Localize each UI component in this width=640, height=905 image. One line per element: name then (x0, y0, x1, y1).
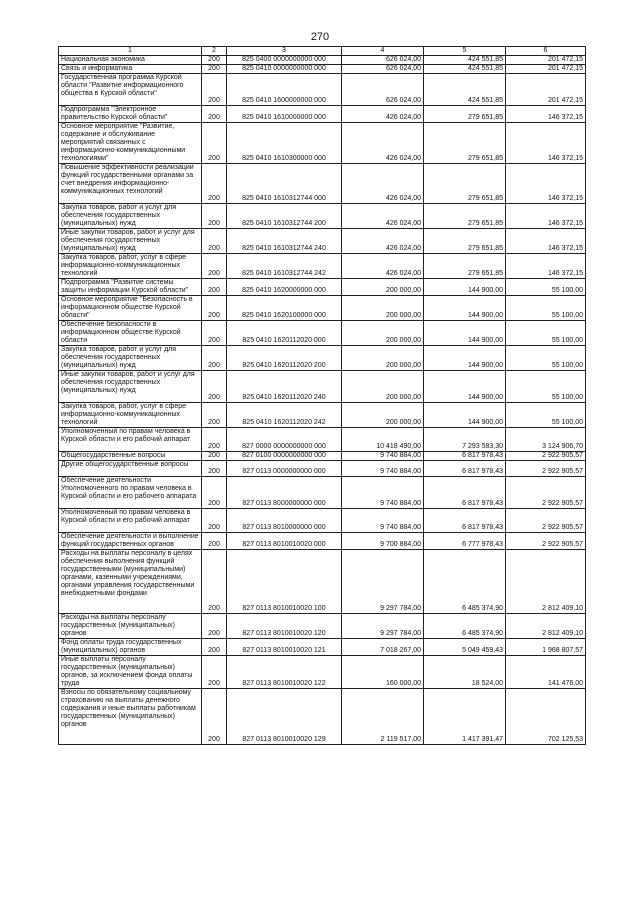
row-unexecuted-amount-cell: 146 372,15 (506, 254, 586, 279)
budget-table (58, 46, 586, 745)
row-executed-amount-cell: 5 049 459,43 (424, 639, 506, 656)
row-unexecuted-amount-cell: 146 372,15 (506, 164, 586, 204)
row-unexecuted-amount-cell: 702 125,53 (506, 689, 586, 745)
row-name-cell: Иные закупки товаров, работ и услуг для обеспечения государственных (муниципальных) нужд (59, 371, 202, 403)
row-name-cell: Уполномоченный по правам человека в Курской области и его рабочий аппарат (59, 509, 202, 533)
row-executed-amount-cell: 144 900,00 (424, 279, 506, 296)
row-executed-amount-cell: 144 900,00 (424, 346, 506, 371)
row-code-cell: 200 (202, 106, 227, 123)
table-row (59, 106, 586, 123)
row-unexecuted-amount-cell: 55 100,00 (506, 371, 586, 403)
table-row (59, 371, 586, 403)
row-classification-code-cell: 825 0410 1620112020 240 (227, 371, 342, 403)
row-executed-amount-cell: 144 900,00 (424, 371, 506, 403)
row-code-cell: 200 (202, 452, 227, 461)
row-approved-amount-cell: 10 418 490,00 (342, 428, 424, 452)
row-classification-code-cell: 827 0113 8010010020 121 (227, 639, 342, 656)
row-code-cell: 200 (202, 164, 227, 204)
row-classification-code-cell: 825 0410 1610312744 240 (227, 229, 342, 254)
page-number: 270 (310, 31, 330, 43)
row-unexecuted-amount-cell: 146 372,15 (506, 106, 586, 123)
row-code-cell: 200 (202, 428, 227, 452)
row-unexecuted-amount-cell: 146 372,15 (506, 204, 586, 229)
row-executed-amount-cell: 6 817 978,43 (424, 509, 506, 533)
row-code-cell: 200 (202, 279, 227, 296)
row-approved-amount-cell: 2 119 517,00 (342, 689, 424, 745)
row-unexecuted-amount-cell: 2 922 905,57 (506, 533, 586, 550)
row-approved-amount-cell: 9 700 884,00 (342, 533, 424, 550)
row-code-cell: 200 (202, 254, 227, 279)
table-row (59, 639, 586, 656)
row-executed-amount-cell: 279 651,85 (424, 254, 506, 279)
row-code-cell: 200 (202, 656, 227, 689)
row-classification-code-cell: 825 0400 0000000000 000 (227, 56, 342, 65)
row-name-cell: Уполномоченный по правам человека в Курской области и его рабочий аппарат (59, 428, 202, 452)
row-code-cell: 200 (202, 533, 227, 550)
table-row (59, 56, 586, 65)
row-name-cell: Государственная программа Курской области "Развитие информационного общества в Курской области" (59, 74, 202, 106)
row-classification-code-cell: 825 0410 1620112020 242 (227, 403, 342, 428)
row-unexecuted-amount-cell: 201 472,15 (506, 56, 586, 65)
row-executed-amount-cell: 6 485 374,90 (424, 550, 506, 614)
row-classification-code-cell: 827 0113 8010010020 100 (227, 550, 342, 614)
row-classification-code-cell: 825 0410 1610312744 000 (227, 164, 342, 204)
row-name-cell: Подпрограмма "Развитие системы защиты информации Курской области" (59, 279, 202, 296)
row-name-cell: Связь и информатика (59, 65, 202, 74)
table-row (59, 74, 586, 106)
header-row (59, 47, 586, 56)
row-name-cell: Повышение эффективности реализации функций государственными органами за счет внедрения информационно-коммуникационных технологий (59, 164, 202, 204)
row-code-cell: 200 (202, 74, 227, 106)
row-name-cell: Другие общегосударственные вопросы (59, 461, 202, 477)
table-row (59, 509, 586, 533)
row-code-cell: 200 (202, 56, 227, 65)
row-name-cell: Обеспечение деятельности Уполномоченного по правам человека в Курской области и его рабочего аппарата (59, 477, 202, 509)
row-name-cell: Закупка товаров, работ, услуг в сфере информационно-коммуникационных технологий (59, 403, 202, 428)
row-classification-code-cell: 827 0113 8010000000 000 (227, 509, 342, 533)
row-approved-amount-cell: 160 000,00 (342, 656, 424, 689)
row-approved-amount-cell: 426 024,00 (342, 229, 424, 254)
row-name-cell: Основное мероприятие "Безопасность в информационном обществе Курской области" (59, 296, 202, 321)
row-approved-amount-cell: 7 018 267,00 (342, 639, 424, 656)
row-approved-amount-cell: 200 000,00 (342, 346, 424, 371)
row-executed-amount-cell: 144 900,00 (424, 296, 506, 321)
row-approved-amount-cell: 426 024,00 (342, 204, 424, 229)
column-header: 2 (202, 47, 227, 56)
row-name-cell: Иные закупки товаров, работ и услуг для обеспечения государственных (муниципальных) нужд (59, 229, 202, 254)
row-classification-code-cell: 827 0113 0000000000 000 (227, 461, 342, 477)
row-classification-code-cell: 827 0113 8000000000 000 (227, 477, 342, 509)
row-approved-amount-cell: 200 000,00 (342, 403, 424, 428)
row-approved-amount-cell: 200 000,00 (342, 296, 424, 321)
row-approved-amount-cell: 426 024,00 (342, 123, 424, 164)
row-unexecuted-amount-cell: 141 476,00 (506, 656, 586, 689)
row-name-cell: Закупка товаров, работ, услуг в сфере информационно-коммуникационных технологий (59, 254, 202, 279)
row-code-cell: 200 (202, 550, 227, 614)
row-classification-code-cell: 825 0410 1610300000 000 (227, 123, 342, 164)
row-code-cell: 200 (202, 229, 227, 254)
row-approved-amount-cell: 9 740 884,00 (342, 461, 424, 477)
row-code-cell: 200 (202, 639, 227, 656)
row-unexecuted-amount-cell: 55 100,00 (506, 296, 586, 321)
row-classification-code-cell: 825 0410 1620100000 000 (227, 296, 342, 321)
row-executed-amount-cell: 424 551,85 (424, 65, 506, 74)
row-classification-code-cell: 825 0410 1610312744 200 (227, 204, 342, 229)
row-executed-amount-cell: 6 817 978,43 (424, 461, 506, 477)
row-approved-amount-cell: 626 024,00 (342, 56, 424, 65)
row-approved-amount-cell: 626 024,00 (342, 65, 424, 74)
row-unexecuted-amount-cell: 55 100,00 (506, 321, 586, 346)
row-unexecuted-amount-cell: 201 472,15 (506, 74, 586, 106)
row-code-cell: 200 (202, 204, 227, 229)
row-classification-code-cell: 827 0100 0000000000 000 (227, 452, 342, 461)
column-header: 6 (506, 47, 586, 56)
table-row (59, 65, 586, 74)
row-approved-amount-cell: 426 024,00 (342, 164, 424, 204)
row-executed-amount-cell: 7 293 583,30 (424, 428, 506, 452)
row-approved-amount-cell: 426 024,00 (342, 254, 424, 279)
table-row (59, 254, 586, 279)
table-row (59, 279, 586, 296)
row-unexecuted-amount-cell: 2 812 409,10 (506, 550, 586, 614)
table-row (59, 533, 586, 550)
row-classification-code-cell: 825 0410 1610000000 000 (227, 106, 342, 123)
row-executed-amount-cell: 279 651,85 (424, 106, 506, 123)
row-unexecuted-amount-cell: 146 372,15 (506, 123, 586, 164)
row-executed-amount-cell: 279 651,85 (424, 123, 506, 164)
row-code-cell: 200 (202, 477, 227, 509)
row-unexecuted-amount-cell: 55 100,00 (506, 403, 586, 428)
row-code-cell: 200 (202, 296, 227, 321)
row-unexecuted-amount-cell: 2 812 409,10 (506, 614, 586, 639)
row-approved-amount-cell: 426 024,00 (342, 106, 424, 123)
row-name-cell: Расходы на выплаты персоналу в целях обеспечения выполнения функций государственными (муниципальными) органами, казенными учреждениями, органами управления государственными внебюджетными фондами (59, 550, 202, 614)
table-row (59, 477, 586, 509)
row-classification-code-cell: 825 0410 1620112020 000 (227, 321, 342, 346)
row-code-cell: 200 (202, 371, 227, 403)
row-code-cell: 200 (202, 346, 227, 371)
row-unexecuted-amount-cell: 2 922 905,57 (506, 452, 586, 461)
row-name-cell: Национальная экономика (59, 56, 202, 65)
column-header: 4 (342, 47, 424, 56)
table-row (59, 452, 586, 461)
table-row (59, 321, 586, 346)
row-approved-amount-cell: 200 000,00 (342, 321, 424, 346)
table-row (59, 164, 586, 204)
row-unexecuted-amount-cell: 55 100,00 (506, 346, 586, 371)
row-executed-amount-cell: 279 651,85 (424, 204, 506, 229)
row-code-cell: 200 (202, 123, 227, 164)
row-unexecuted-amount-cell: 2 922 905,57 (506, 461, 586, 477)
row-name-cell: Общегосударственные вопросы (59, 452, 202, 461)
table-row (59, 229, 586, 254)
row-approved-amount-cell: 9 740 884,00 (342, 452, 424, 461)
table-row (59, 403, 586, 428)
table-row (59, 461, 586, 477)
row-name-cell: Обеспечение безопасности в информационном обществе Курской области (59, 321, 202, 346)
table-row (59, 428, 586, 452)
row-classification-code-cell: 827 0113 8010010020 122 (227, 656, 342, 689)
table-row (59, 204, 586, 229)
row-name-cell: Взносы по обязательному социальному страхованию на выплаты денежного содержания и иные выплаты работникам государственных (муниципальных) органов (59, 689, 202, 745)
column-header: 3 (227, 47, 342, 56)
row-code-cell: 200 (202, 321, 227, 346)
row-unexecuted-amount-cell: 55 100,00 (506, 279, 586, 296)
row-executed-amount-cell: 279 651,85 (424, 229, 506, 254)
row-classification-code-cell: 825 0410 1600000000 000 (227, 74, 342, 106)
row-unexecuted-amount-cell: 1 968 807,57 (506, 639, 586, 656)
row-name-cell: Фонд оплаты труда государственных (муниципальных) органов (59, 639, 202, 656)
row-executed-amount-cell: 6 817 978,43 (424, 477, 506, 509)
row-unexecuted-amount-cell: 2 922 905,57 (506, 477, 586, 509)
row-classification-code-cell: 827 0113 8010010020 000 (227, 533, 342, 550)
table-row (59, 689, 586, 745)
table-row (59, 550, 586, 614)
row-approved-amount-cell: 9 297 784,00 (342, 614, 424, 639)
table-row (59, 346, 586, 371)
row-approved-amount-cell: 9 740 884,00 (342, 477, 424, 509)
row-code-cell: 200 (202, 689, 227, 745)
row-approved-amount-cell: 9 297 784,00 (342, 550, 424, 614)
table-row (59, 614, 586, 639)
row-classification-code-cell: 825 0410 1620000000 000 (227, 279, 342, 296)
row-name-cell: Закупка товаров, работ и услуг для обеспечения государственных (муниципальных) нужд (59, 204, 202, 229)
row-name-cell: Подпрограмма "Электронное правительство Курской области" (59, 106, 202, 123)
row-name-cell: Обеспечение деятельности и выполнение функций государственных органов (59, 533, 202, 550)
row-executed-amount-cell: 424 551,85 (424, 56, 506, 65)
row-classification-code-cell: 825 0410 1620112020 200 (227, 346, 342, 371)
row-executed-amount-cell: 6 485 374,90 (424, 614, 506, 639)
row-code-cell: 200 (202, 509, 227, 533)
row-classification-code-cell: 827 0113 8010010020 120 (227, 614, 342, 639)
row-executed-amount-cell: 279 651,85 (424, 164, 506, 204)
row-unexecuted-amount-cell: 201 472,15 (506, 65, 586, 74)
row-classification-code-cell: 827 0113 8010010020 129 (227, 689, 342, 745)
row-classification-code-cell: 825 0410 1610312744 242 (227, 254, 342, 279)
row-classification-code-cell: 825 0410 0000000000 000 (227, 65, 342, 74)
row-executed-amount-cell: 18 524,00 (424, 656, 506, 689)
row-executed-amount-cell: 1 417 391,47 (424, 689, 506, 745)
row-name-cell: Расходы на выплаты персоналу государственных (муниципальных) органов (59, 614, 202, 639)
row-name-cell: Закупка товаров, работ и услуг для обеспечения государственных (муниципальных) нужд (59, 346, 202, 371)
row-approved-amount-cell: 9 740 884,00 (342, 509, 424, 533)
column-header: 1 (59, 47, 202, 56)
table-row (59, 296, 586, 321)
row-code-cell: 200 (202, 614, 227, 639)
row-classification-code-cell: 827 0000 0000000000 000 (227, 428, 342, 452)
row-name-cell: Основное мероприятие "Развитие, содержание и обслуживание мероприятий связанных с информационно-коммуникационными технологиями" (59, 123, 202, 164)
row-name-cell: Иные выплаты персоналу государственных (муниципальных) органов, за исключением фонда оплаты труда (59, 656, 202, 689)
row-approved-amount-cell: 626 024,00 (342, 74, 424, 106)
row-unexecuted-amount-cell: 2 922 905,57 (506, 509, 586, 533)
row-approved-amount-cell: 200 000,00 (342, 371, 424, 403)
row-code-cell: 200 (202, 403, 227, 428)
row-executed-amount-cell: 6 817 978,43 (424, 452, 506, 461)
row-executed-amount-cell: 424 551,85 (424, 74, 506, 106)
row-unexecuted-amount-cell: 3 124 906,70 (506, 428, 586, 452)
table-row (59, 656, 586, 689)
row-code-cell: 200 (202, 65, 227, 74)
row-approved-amount-cell: 200 000,00 (342, 279, 424, 296)
row-unexecuted-amount-cell: 146 372,15 (506, 229, 586, 254)
row-executed-amount-cell: 144 900,00 (424, 403, 506, 428)
column-header: 5 (424, 47, 506, 56)
table-row (59, 123, 586, 164)
row-executed-amount-cell: 6 777 978,43 (424, 533, 506, 550)
row-code-cell: 200 (202, 461, 227, 477)
row-executed-amount-cell: 144 900,00 (424, 321, 506, 346)
